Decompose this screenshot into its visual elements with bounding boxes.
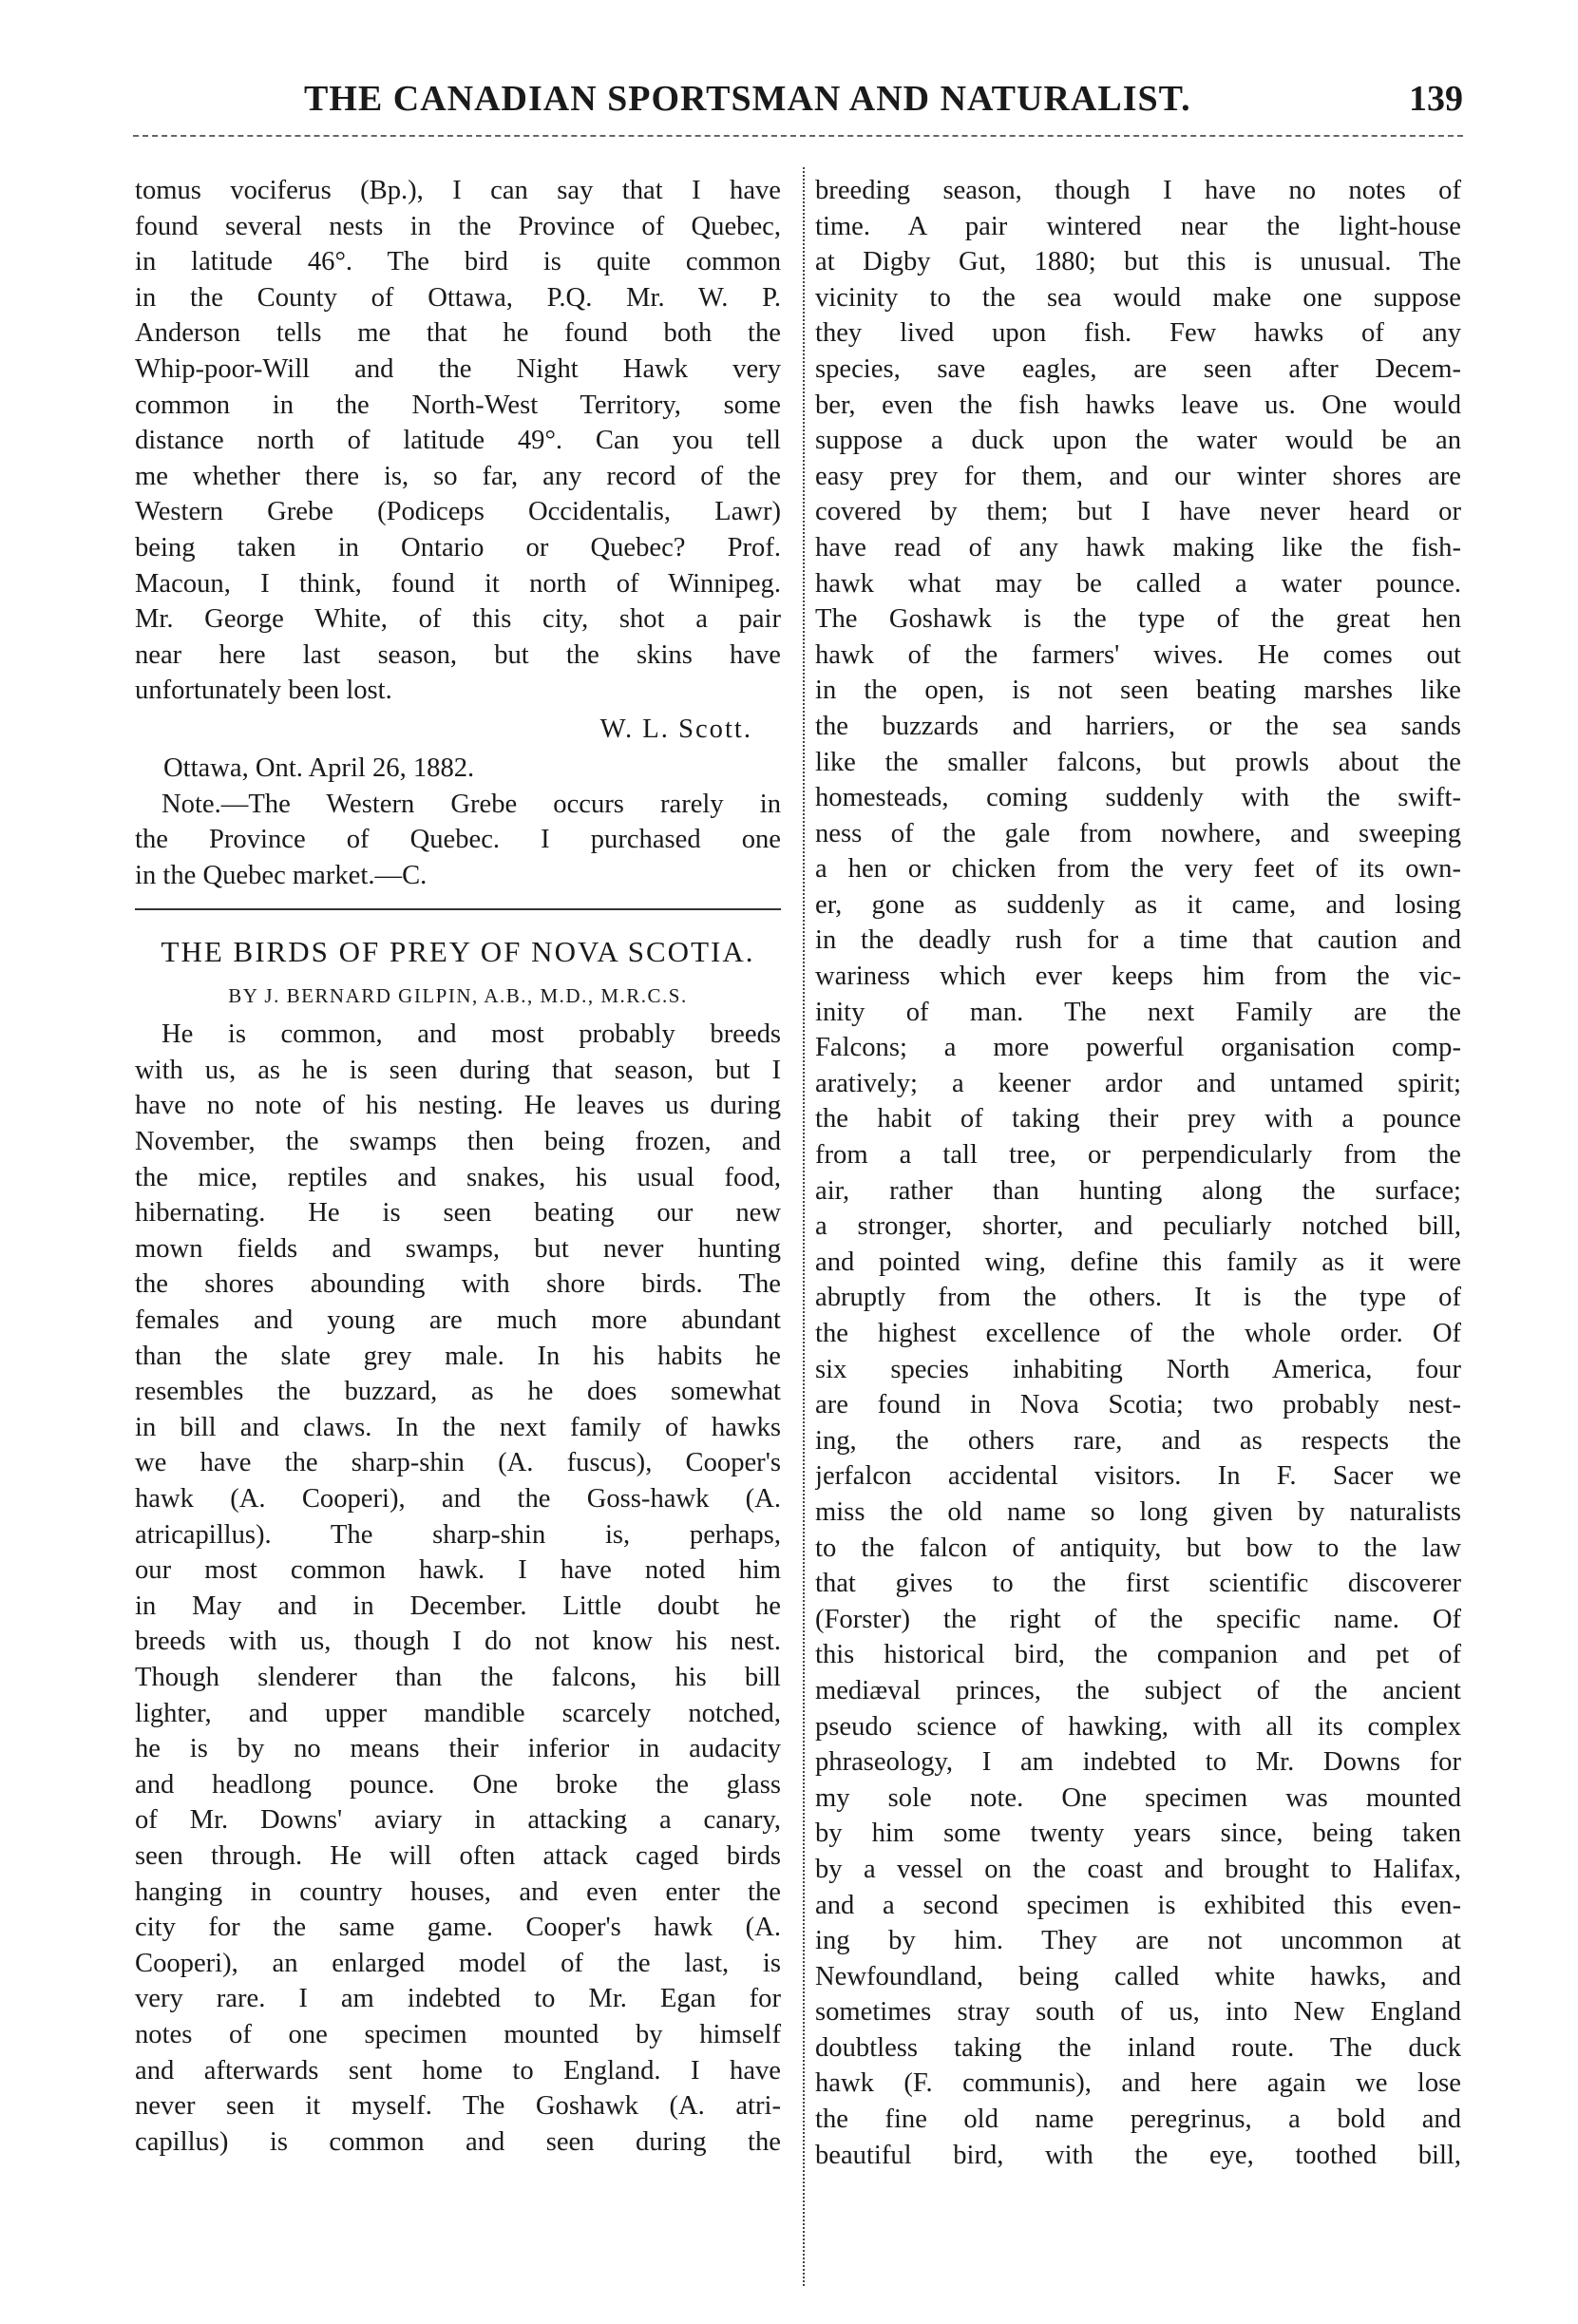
letter-text [135,173,781,709]
text-line: lighter, and upper mandible scarcely notched, [135,1698,781,1728]
text-line: the Province of Quebec. I purchased one [135,825,781,855]
text-line: the shores abounding with shore birds. The [135,1269,781,1300]
text-line: in the County of Ottawa, P.Q. Mr. W. P. [135,282,781,313]
text-line: phraseology, I am indebted to Mr. Downs for [815,1747,1461,1778]
text-line: ing, the others rare, and as respects the [815,1425,1461,1456]
text-line: with us, as he is seen during that season, but I [135,1055,781,1085]
text-line: Though slenderer than the falcons, his bill [135,1662,781,1692]
text-line: ing by him. They are not uncommon at [815,1926,1461,1956]
left-column [135,173,781,2160]
column-divider [803,167,805,2286]
editor-note [135,787,781,894]
text-line: hawk (F. communis), and here again we lose [815,2068,1461,2099]
text-line: me whether there is, so far, any record of the [135,461,781,491]
text-line: our most common hawk. I have noted him [135,1555,781,1586]
text-line: hawk what may be called a water pounce. [815,568,1461,599]
text-line: Mr. George White, of this city, shot a pair [135,604,781,635]
text-line: mediæval princes, the subject of the ancient [815,1675,1461,1705]
text-line: in the deadly rush for a time that caution and [815,925,1461,956]
text-line: miss the old name so long given by naturalists [815,1496,1461,1527]
right-column [815,173,1461,2173]
text-line: resembles the buzzard, as he does somewhat [135,1377,781,1407]
text-line: and pointed wing, define this family as it were [815,1247,1461,1277]
text-line: covered by them; but I have never heard or [815,497,1461,527]
text-line: have read of any hawk making like the fish- [815,532,1461,562]
text-line: vicinity to the sea would make one suppose [815,282,1461,313]
letter-signature: W. L. Scott. [599,714,752,744]
text-line: hanging in country houses, and even enter the [135,1876,781,1907]
text-line: mown fields and swamps, but never hunting [135,1233,781,1264]
text-line: by him some twenty years since, being taken [815,1819,1461,1849]
text-line: doubtless taking the inland route. The duck [815,2032,1461,2063]
text-line: near here last season, but the skins have [135,639,781,670]
text-line: aratively; a keener ardor and untamed spirit; [815,1068,1461,1098]
header-rule [133,135,1463,137]
text-line: breeding season, though I have no notes of [815,176,1461,205]
text-line: Western Grebe (Podiceps Occidentalis, Lawr) [135,497,781,527]
text-line: jerfalcon accidental visitors. In F. Sacer we [815,1461,1461,1492]
text-line: Macoun, I think, found it north of Winnipeg. [135,568,781,599]
text-line: and headlong pounce. One broke the glass [135,1769,781,1800]
text-line: have no note of his nesting. He leaves us during [135,1091,781,1121]
text-line: wariness which ever keeps him from the vic- [815,962,1461,992]
section-divider [135,908,781,910]
text-line: like the smaller falcons, but prowls about the [815,747,1461,777]
text-line: suppose a duck upon the water would be an [815,426,1461,456]
article-text-continued [815,173,1461,2173]
text-line: city for the same game. Cooper's hawk (A. [135,1913,781,1943]
text-line: Note.—The Western Grebe occurs rarely in [162,789,781,819]
text-line: a stronger, shorter, and peculiarly notched bill, [815,1211,1461,1242]
text-line: in bill and claws. In the next family of hawks [135,1412,781,1442]
text-line: capillus) is common and seen during the [135,2126,781,2157]
text-line: er, gone as suddenly as it came, and losing [815,889,1461,920]
text-line: never seen it myself. The Goshawk (A. atri- [135,2091,781,2122]
text-line: from a tall tree, or perpendicularly from the [815,1140,1461,1171]
text-line: The Goshawk is the type of the great hen [815,604,1461,635]
text-line: (Forster) the right of the specific name. Of [815,1604,1461,1634]
text-line: than the slate grey male. In his habits he [135,1341,781,1371]
text-line: hawk of the farmers' wives. He comes out [815,639,1461,670]
text-line: He is common, and most probably breeds [162,1019,781,1050]
text-line: the highest excellence of the whole order. Of [815,1319,1461,1348]
text-line: in the open, is not seen beating marshes like [815,676,1461,706]
text-line: homesteads, coming suddenly with the swift- [815,783,1461,813]
text-line: are found in Nova Scotia; two probably nest- [815,1390,1461,1420]
text-line: time. A pair wintered near the light-house [815,211,1461,241]
text-line: this historical bird, the companion and pet of [815,1640,1461,1670]
text-line: hawk (A. Cooperi), and the Goss-hawk (A. [135,1484,781,1514]
text-line: of Mr. Downs' aviary in attacking a canary, [135,1805,781,1836]
text-line: pseudo science of hawking, with all its complex [815,1711,1461,1742]
text-line: air, rather than hunting along the surface; [815,1175,1461,1206]
text-line: beautiful bird, with the eye, toothed bill, [815,2140,1461,2170]
text-line: seen through. He will often attack caged birds [135,1840,781,1871]
text-line: and afterwards sent home to England. I have [135,2055,781,2086]
text-line: November, the swamps then being frozen, and [135,1127,781,1157]
running-title: THE CANADIAN SPORTSMAN AND NATURALIST. [304,79,1191,119]
running-head [133,78,1463,135]
text-line: common in the North-West Territory, some [135,390,781,420]
text-line: he is by no means their inferior in audacity [135,1734,781,1764]
text-line: ber, even the fish hawks leave us. One would [815,390,1461,420]
text-line: sometimes stray south of us, into New England [815,1997,1461,2028]
text-line: that gives to the first scientific discoverer [815,1569,1461,1599]
text-line: ness of the gale from nowhere, and sweeping [815,818,1461,848]
text-line: at Digby Gut, 1880; but this is unusual. The [815,247,1461,277]
text-line: Whip-poor-Will and the Night Hawk very [135,353,781,384]
text-line: very rare. I am indebted to Mr. Egan for [135,1984,781,2014]
text-line: to the falcon of antiquity, but bow to the law [815,1533,1461,1563]
text-line: Falcons; a more powerful organisation comp- [815,1033,1461,1063]
text-line: six species inhabiting North America, four [815,1354,1461,1384]
text-line: easy prey for them, and our winter shores are [815,461,1461,491]
text-line: tomus vociferus (Bp.), I can say that I have [135,176,781,205]
text-line: found several nests in the Province of Quebec, [135,211,781,241]
text-line: species, save eagles, are seen after Decem- [815,353,1461,384]
text-line: distance north of latitude 49°. Can you tell [135,426,781,456]
text-line: inity of man. The next Family are the [815,997,1461,1027]
text-line: a hen or chicken from the very feet of its own- [815,854,1461,885]
text-line: in latitude 46°. The bird is quite common [135,247,781,277]
text-line: they lived upon fish. Few hawks of any [815,318,1461,349]
text-line: females and young are much more abundant [135,1305,781,1336]
text-line: unfortunately been lost. [135,676,392,706]
text-line: breeds with us, though I do not know his nest. [135,1627,781,1657]
article-text [135,1017,781,2160]
page-number: 139 [1409,79,1463,119]
letter-dateline: Ottawa, Ont. April 26, 1882. [163,752,475,783]
text-line: by a vessel on the coast and brought to Halifax, [815,1854,1461,1884]
text-line: Newfoundland, being called white hawks, and [815,1961,1461,1991]
text-line: the fine old name peregrinus, a bold and [815,2105,1461,2135]
text-line: the habit of taking their prey with a pounce [815,1104,1461,1134]
text-line: notes of one specimen mounted by himself [135,2019,781,2049]
text-line: the mice, reptiles and snakes, his usual food, [135,1162,781,1192]
text-line: being taken in Ontario or Quebec? Prof. [135,532,781,562]
text-line: we have the sharp-shin (A. fuscus), Cooper's [135,1448,781,1478]
text-line: Cooperi), an enlarged model of the last, is [135,1948,781,1978]
article-title: THE BIRDS OF PREY OF NOVA SCOTIA. [161,935,755,969]
text-line: abruptly from the others. It is the type of [815,1283,1461,1313]
text-line: the buzzards and harriers, or the sea sands [815,711,1461,741]
text-line: Anderson tells me that he found both the [135,318,781,349]
article-byline: BY J. BERNARD GILPIN, A.B., M.D., M.R.C.S. [228,984,688,1008]
text-line: in May and in December. Little doubt he [135,1591,781,1621]
text-line: atricapillus). The sharp-shin is, perhaps, [135,1519,781,1550]
text-line: hibernating. He is seen beating our new [135,1198,781,1229]
text-line: and a second specimen is exhibited this even- [815,1890,1461,1920]
text-line: my sole note. One specimen was mounted [815,1782,1461,1813]
text-line: in the Quebec market.—C. [135,860,428,890]
